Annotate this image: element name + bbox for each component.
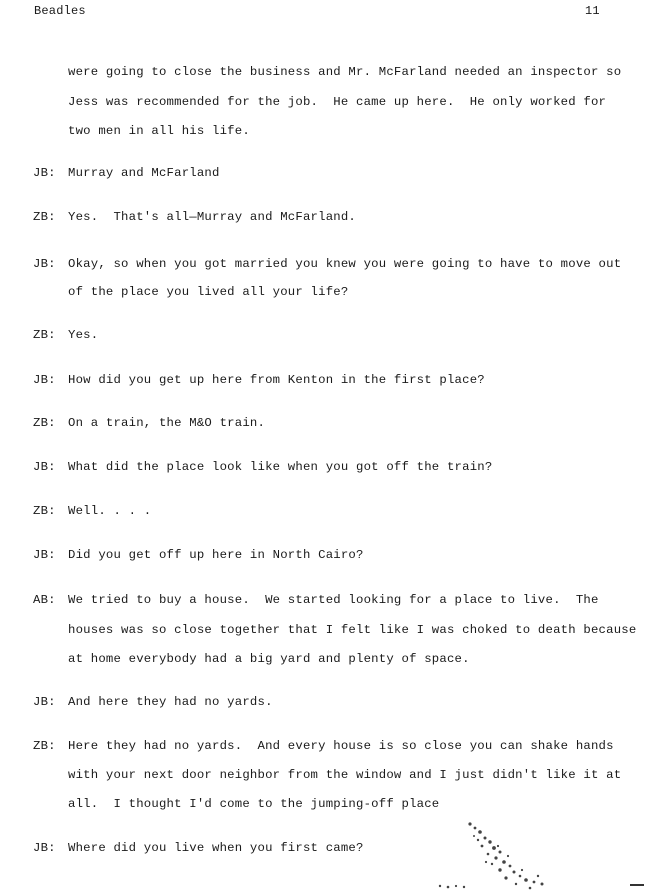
transcript-line: at home everybody had a big yard and plenty of space. (68, 652, 470, 666)
transcript-line: Murray and McFarland (68, 166, 220, 180)
transcript-line: On a train, the M&O train. (68, 416, 266, 430)
speaker-label: JB: (33, 373, 56, 387)
speaker-label: ZB: (33, 328, 56, 342)
speaker-label: JB: (33, 548, 56, 562)
scan-mark (630, 884, 644, 886)
transcript-line: Okay, so when you got married you knew you were going to have to move out (68, 257, 622, 271)
transcript-line: And here they had no yards. (68, 695, 273, 709)
transcript-line: of the place you lived all your life? (68, 285, 349, 299)
transcript-line: We tried to buy a house. We started looking for a place to live. The (68, 593, 599, 607)
transcript-line: Well. . . . (68, 504, 152, 518)
transcript-line: How did you get up here from Kenton in the first place? (68, 373, 485, 387)
speaker-label: JB: (33, 166, 56, 180)
transcript-line: were going to close the business and Mr. McFarland needed an inspector so (68, 65, 622, 79)
transcript-line: houses was so close together that I felt like I was choked to death because (68, 623, 637, 637)
speaker-label: ZB: (33, 739, 56, 753)
page-number: 11 (585, 4, 600, 18)
speaker-label: ZB: (33, 416, 56, 430)
speaker-label: AB: (33, 593, 56, 607)
transcript-line: Jess was recommended for the job. He came up here. He only worked for (68, 95, 607, 109)
transcript-line: all. I thought I'd come to the jumping-off place (68, 797, 440, 811)
transcript-line: with your next door neighbor from the window and I just didn't like it at (68, 768, 622, 782)
transcript-line: two men in all his life. (68, 124, 250, 138)
transcript-line: Where did you live when you first came? (68, 841, 364, 855)
speaker-label: ZB: (33, 504, 56, 518)
speaker-label: JB: (33, 695, 56, 709)
speaker-label: JB: (33, 460, 56, 474)
transcript-line: Yes. (68, 328, 99, 342)
transcript-line: Did you get off up here in North Cairo? (68, 548, 364, 562)
scan-noise-artifact (430, 818, 550, 893)
speaker-label: ZB: (33, 210, 56, 224)
speaker-label: JB: (33, 841, 56, 855)
transcript-line: Here they had no yards. And every house is so close you can shake hands (68, 739, 614, 753)
header-name: Beadles (34, 4, 86, 18)
speaker-label: JB: (33, 257, 56, 271)
transcript-line: Yes. That's all—Murray and McFarland. (68, 210, 357, 224)
transcript-line: What did the place look like when you got off the train? (68, 460, 493, 474)
